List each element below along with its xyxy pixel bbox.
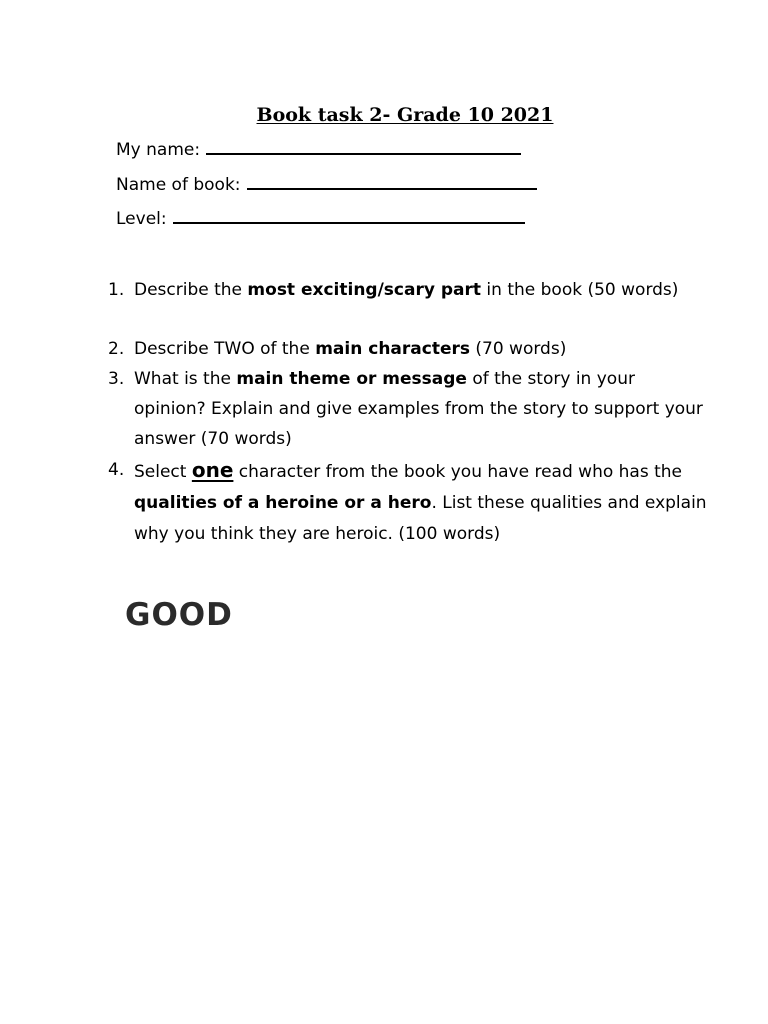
level-label: Level: xyxy=(116,209,167,229)
question-text xyxy=(134,455,708,550)
level-blank-line xyxy=(173,208,525,224)
question-text-plain: in the book (50 words) xyxy=(481,280,679,300)
question-number: 1. xyxy=(108,280,125,300)
question-text-bold: qualities of a heroine or a hero xyxy=(134,493,432,513)
question-text-emphasis: one xyxy=(191,458,234,482)
question-text-bold: most exciting/scary part xyxy=(247,280,482,300)
level-field xyxy=(116,207,525,231)
question-text xyxy=(134,275,708,305)
question-text xyxy=(134,334,708,364)
document-title: Book task 2- Grade 10 2021 xyxy=(256,104,554,126)
question-text xyxy=(134,364,708,454)
question-text-bold: main characters xyxy=(315,339,470,359)
question-text-plain: (70 words) xyxy=(469,339,567,359)
book-name-label: Name of book: xyxy=(116,175,241,195)
my-name-label: My name: xyxy=(116,140,201,160)
question-text-plain: of the story in your opinion? Explain and give examples from the story to support your answer (70 words) xyxy=(134,369,703,449)
book-name-field xyxy=(116,173,537,197)
question-1 xyxy=(108,275,708,305)
question-text-plain: . List these qualities and explain why you think they are heroic. (100 words) xyxy=(134,493,707,544)
book-name-blank-line xyxy=(247,174,537,190)
question-2 xyxy=(108,334,708,364)
my-name-field xyxy=(116,138,521,162)
question-text-bold: main theme or message xyxy=(236,369,467,389)
good-mark: GOOD xyxy=(125,597,233,633)
question-text-plain: Select xyxy=(134,462,192,482)
question-number: 3. xyxy=(108,369,125,389)
question-number: 2. xyxy=(108,339,125,359)
question-text-plain: character from the book you have read who has the xyxy=(233,462,683,482)
question-4 xyxy=(108,455,708,550)
question-3 xyxy=(108,364,708,454)
question-text-plain: What is the xyxy=(134,369,237,389)
question-text-plain: Describe TWO of the xyxy=(134,339,316,359)
my-name-blank-line xyxy=(206,139,521,155)
question-number: 4. xyxy=(108,460,125,480)
question-text-plain: Describe the xyxy=(134,280,248,300)
